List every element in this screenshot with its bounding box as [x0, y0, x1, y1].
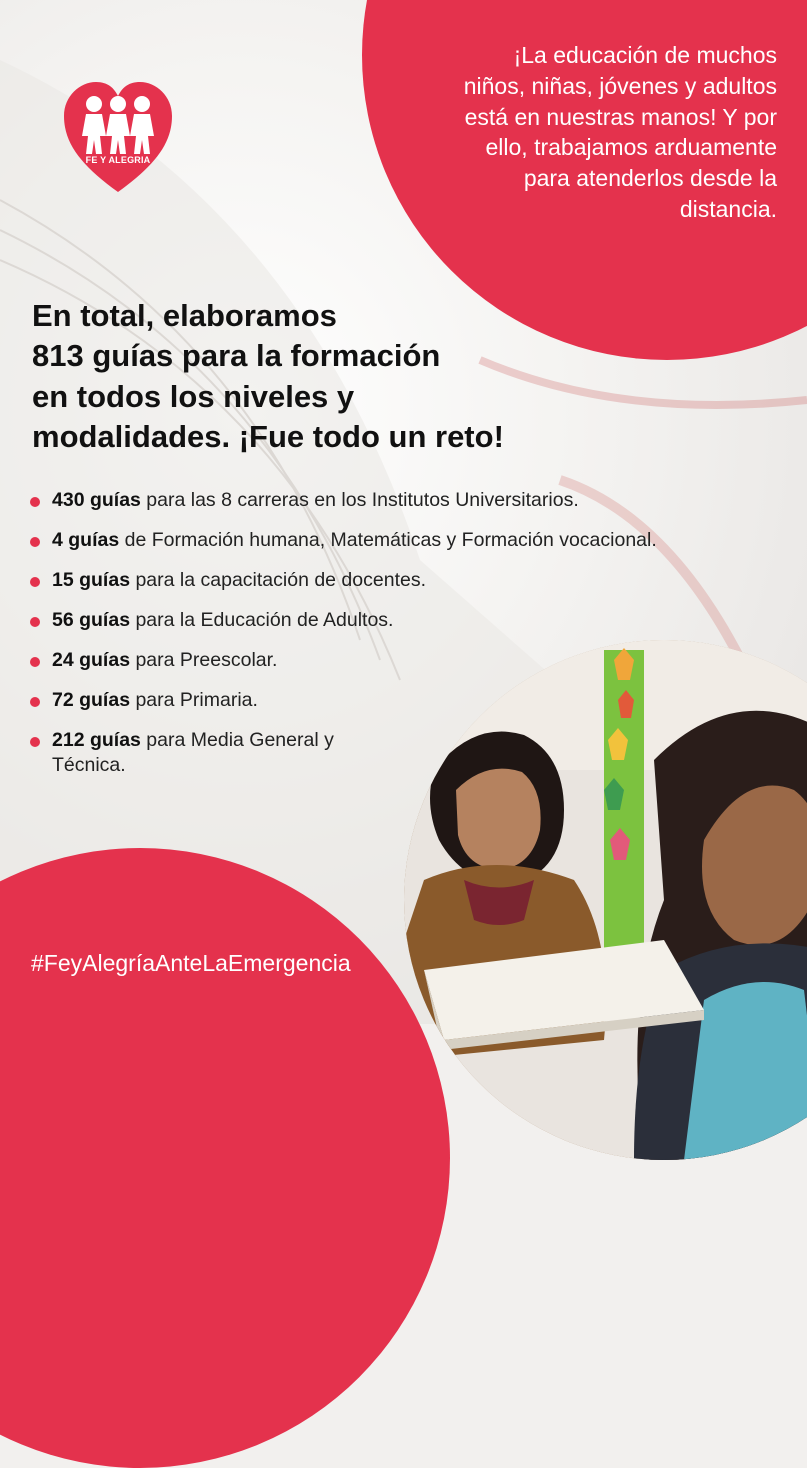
bullet-dot-icon	[30, 497, 40, 507]
list-item	[28, 568, 728, 594]
item-count: 56 guías	[52, 608, 131, 631]
bullet-dot-icon	[30, 537, 40, 547]
headline-line: 813 guías para la formación	[32, 338, 441, 374]
list-item	[28, 488, 728, 514]
item-count: 15 guías	[52, 568, 131, 591]
list-item	[28, 728, 392, 780]
item-count: 212 guías	[52, 728, 141, 751]
item-text: para la capacitación de docentes.	[130, 568, 426, 591]
item-text: para la Educación de Adultos.	[130, 608, 394, 631]
headline	[32, 296, 632, 457]
item-text: para las 8 carreras en los Institutos Universitarios.	[140, 489, 579, 511]
item-text: para Preescolar.	[130, 648, 278, 671]
list-item	[28, 528, 692, 554]
list-item	[28, 608, 728, 634]
headline-line: En total, elaboramos	[32, 298, 337, 333]
quote-text: ¡La educación de muchos niños, niñas, jóvenes y adultos está en nuestras manos! Y por ello, trabajamos arduamente para atenderlos desde la distancia.	[463, 42, 777, 223]
item-text: para Media General y Técnica.	[52, 728, 334, 777]
bullet-dot-icon	[30, 697, 40, 707]
item-count: 72 guías	[52, 688, 131, 711]
item-count: 4 guías	[52, 528, 120, 551]
item-count: 430 guías	[52, 489, 141, 511]
headline-line: en todos los niveles y	[32, 378, 355, 414]
teacher-and-girl-photo	[404, 640, 807, 1160]
bullet-dot-icon	[30, 577, 40, 587]
bullet-dot-icon	[30, 657, 40, 667]
item-count: 24 guías	[52, 648, 131, 671]
bullet-dot-icon	[30, 737, 40, 747]
bullet-dot-icon	[30, 617, 40, 627]
logo-text: FE Y ALEGRIA	[85, 155, 151, 165]
item-text: para Primaria.	[130, 688, 258, 711]
item-text: de Formación humana, Matemáticas y Formación vocacional.	[119, 528, 657, 551]
hashtag-text: #FeyAlegríaAnteLaEmergencia	[31, 950, 351, 976]
headline-line: modalidades. ¡Fue todo un reto!	[32, 418, 504, 454]
